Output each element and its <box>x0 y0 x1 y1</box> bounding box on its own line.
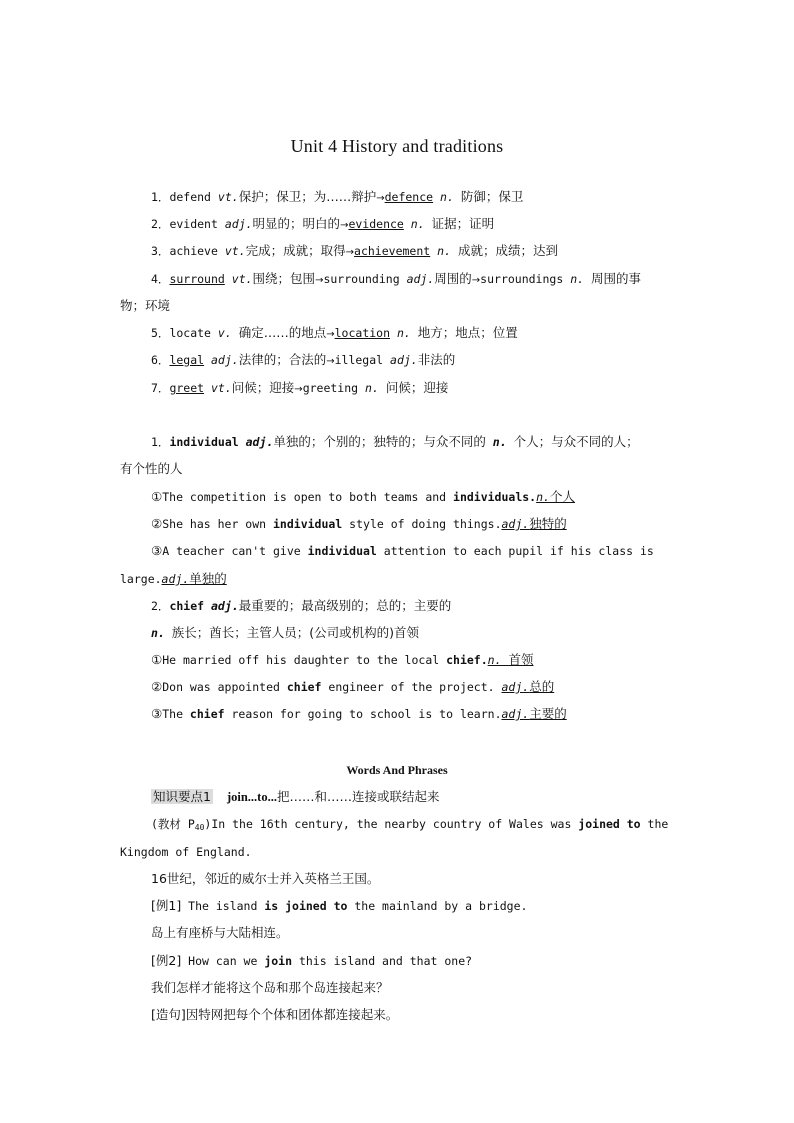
vocab-item: 5．locate v. 确定……的地点→location n. 地方；地点；位置 <box>151 325 518 340</box>
example-sentence: ②She has her own individual style of doing things.adj.独特的 <box>151 516 567 531</box>
example-2-translation: 我们怎样才能将这个岛和那个岛连接起来？ <box>151 980 389 995</box>
vocab-item: 4．surround vt.围绕；包围→surrounding adj.周围的→surroundings n. 周围的事 <box>151 271 642 286</box>
example-sentence: ③A teacher can't give individual attention to each pupil if his class is <box>151 543 654 558</box>
example-sentence: ①The competition is open to both teams and individuals.n.个人 <box>151 489 575 504</box>
source-sentence: (教材 $P_{40})In$ the 16th century, the nearby country of Wales was joined to the <box>151 817 669 832</box>
example-continuation: large.adj.单独的 <box>120 571 227 586</box>
section-title: Words And Phrases <box>346 763 448 777</box>
word-entry-individual: 1．individual adj.单独的；个别的；独特的；与众不同的 n. 个人；与众不同的人； <box>151 434 639 449</box>
example-sentence: ②Don was appointed chief engineer of the project. adj.总的 <box>151 679 555 694</box>
source-translation: 16世纪，邻近的威尔士并入英格兰王国。 <box>151 871 380 886</box>
vocab-item: 6．legal adj.法律的；合法的→illegal adj.非法的 <box>151 352 456 367</box>
example-1-translation: 岛上有座桥与大陆相连。 <box>151 925 289 940</box>
example-sentence: ①He married off his daughter to the local chief.n. 首领 <box>151 652 534 667</box>
example-1: [例1] The island is joined to the mainland by a bridge. <box>151 898 528 913</box>
knowledge-point-label: 知识要点1 <box>153 789 211 804</box>
source-continuation: Kingdom of England. <box>120 845 252 859</box>
word-entry-chief: 2．chief adj.最重要的；最高级别的；总的；主要的 <box>151 598 452 613</box>
example-sentence: ③The chief reason for going to school is to learn.adj.主要的 <box>151 706 567 721</box>
knowledge-point-header: 知识要点1 join...to...把……和……连接或联结起来 <box>153 789 440 804</box>
vocab-item: 7．greet vt.问候；迎接→greeting n. 问候；迎接 <box>151 380 449 395</box>
page-title: Unit 4 History and traditions <box>290 136 504 156</box>
example-2: [例2] How can we join this island and that one? <box>151 953 473 968</box>
word-entry-continuation: 有个性的人 <box>120 461 183 476</box>
sentence-making: [造句]因特网把每个个体和团体都连接起来。 <box>151 1007 399 1022</box>
vocab-item: 1．defend vt.保护；保卫；为……辩护→defence n. 防御；保卫 <box>151 189 524 204</box>
word-entry-noun-meaning: n. 族长；酋长；主管人员；(公司或机构的)首领 <box>151 625 420 640</box>
vocab-continuation: 物；环境 <box>120 298 171 313</box>
vocab-item: 3．achieve vt.完成；成就；取得→achievement n. 成就；成绩；达到 <box>151 243 558 258</box>
vocab-item: 2．evident adj.明显的；明白的→evidence n. 证据；证明 <box>151 216 495 231</box>
